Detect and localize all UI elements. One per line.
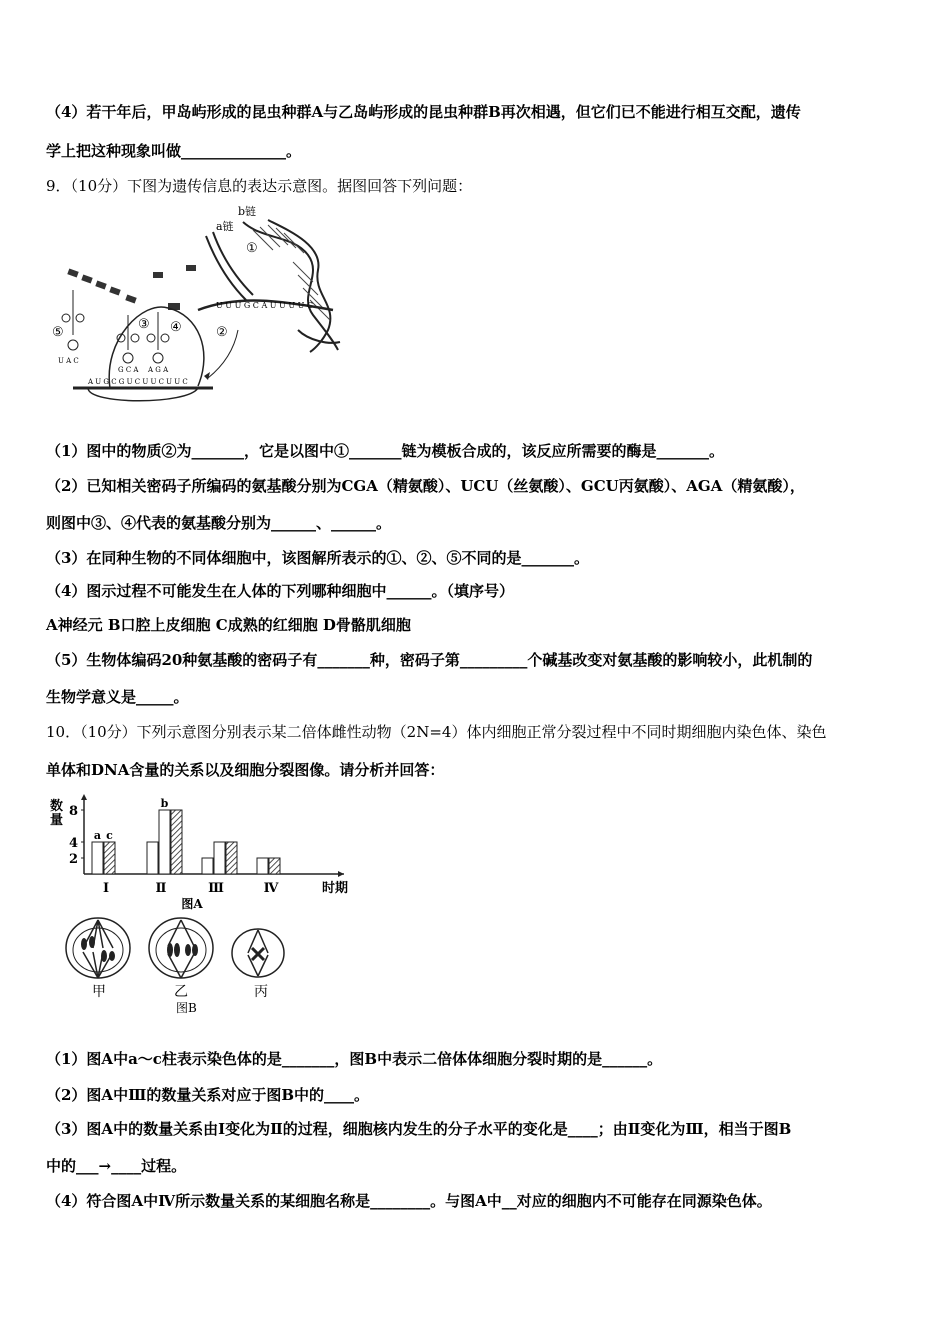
y-tick-label: 4 [68,836,78,851]
q10-header2: 单体和DNA含量的关系以及细胞分裂图像。请分析并回答： [46,761,445,779]
q10-p2: （2）图A中Ⅲ的数量关系对应于图B中的____。 [46,1086,370,1104]
q9-options: A神经元 B口腔上皮细胞 C成熟的红细胞 D骨骼肌细胞 [46,616,411,634]
mrna-sequence: A U G C G U C U U C U U C [88,378,188,386]
q9-p1: （1）图中的物质②为_______，它是以图中①_______链为模板合成的，该反应所需要的酶是_______。 [46,442,724,460]
bar-b-2 [159,810,170,874]
x-tick-label: Ⅱ [155,881,167,896]
chart-bars [92,810,280,874]
cell-label-yi: 乙 [174,984,188,1000]
y-tick-label: 8 [68,804,78,819]
bar-label-c: c [106,829,113,842]
label-3: ③ [138,317,150,332]
bar-a-4 [257,858,268,874]
b-chain-label: b链 [238,205,257,218]
bar-label-b: b [160,797,169,810]
q9-p5a: （5）生物体编码20种氨基酸的密码子有_______种，密码子第_________个碱基改变对氨基酸的影响较小，此机制的 [46,651,813,669]
cell-yi [149,918,213,978]
x-tick-label: Ⅲ [208,881,224,896]
q10-p1: （1）图A中a～c柱表示染色体的是_______，图B中表示二倍体体细胞分裂时期的是______。 [46,1050,663,1068]
figure-a-chart [48,790,358,910]
label-1: ① [246,241,258,256]
label-5: ⑤ [52,325,64,340]
q9-p5b: 生物学意义是_____。 [46,688,189,706]
chart-title: 图A [181,897,203,910]
bar-c-4 [269,858,280,874]
figure-b [48,908,308,1016]
q9-header: 9．（10分）下图为遗传信息的表达示意图。据图回答下列问题： [46,177,473,195]
x-axis-arrow [338,871,344,877]
cell-jia [66,918,130,978]
anticodon-gca: G C A [118,366,139,374]
gene-expression-figure [48,200,348,410]
q8-part4-line1: （4）若干年后，甲岛屿形成的昆虫种群A与乙岛屿形成的昆虫种群B再次相遇，但它们已不能进行相互交配，遗传 [46,103,801,121]
q10-header1: 10．（10分）下列示意图分别表示某二倍体雌性动物（2N=4）体内细胞正常分裂过程中不同时期细胞内染色体、染色 [46,723,827,741]
y-axis-label-char2: 量 [50,813,64,828]
peptide-chain [67,265,196,310]
q9-p3: （3）在同种生物的不同体细胞中，该图解所表示的①、②、⑤不同的是_______。 [46,549,589,567]
bar-label-a: a [93,829,102,842]
bar-a-2 [147,842,158,874]
anticodon-uac: U A C [58,357,79,365]
label-2: ② [216,325,228,340]
dna-sequence: U U U G C A U U U U C [216,301,314,310]
x-tick-label: Ⅰ [102,881,110,896]
anticodon-aga: A G A [148,366,169,374]
trna-5 [62,290,84,350]
q10-p4: （4）符合图A中Ⅳ所示数量关系的某细胞名称是________。与图A中__对应的细胞内不可能存在同源染色体。 [46,1192,772,1210]
chromosomes-bing [252,948,264,960]
q8-part4-line2: 学上把这种现象叫做______________。 [46,142,302,160]
q9-p2a: （2）已知相关密码子所编码的氨基酸分别为CGA（精氨酸）、UCU（丝氨酸）、GCU丙氨酸）、AGA（精氨酸）， [46,477,805,495]
q9-p4: （4）图示过程不可能发生在人体的下列哪种细胞中______。（填序号） [46,582,514,600]
q10-p3b: 中的___→____过程。 [46,1157,187,1175]
trna-3 [117,315,139,363]
q9-p2b: 则图中③、④代表的氨基酸分别为______、______。 [46,514,392,532]
y-axis-label-char1: 数 [50,799,64,814]
bar-c-1 [104,842,115,874]
bar-c-2 [171,810,182,874]
y-axis-arrow [81,794,87,800]
bar-a-3 [202,858,213,874]
ribosome-large [109,307,204,388]
q10-p3a: （3）图A中的数量关系由Ⅰ变化为Ⅱ的过程，细胞核内发生的分子水平的变化是____；由Ⅱ变化为Ⅲ，相当于图B [46,1120,792,1138]
ribosome-small [88,388,198,401]
x-axis-label: 时期 [322,881,349,896]
bar-c-3 [226,842,237,874]
chromosomes-yi [167,943,198,957]
a-chain-label: a链 [216,220,234,233]
label-4: ④ [170,320,182,335]
cell-label-jia: 甲 [92,984,106,1000]
figure-b-caption: 图B [176,1001,197,1015]
x-tick-label: Ⅳ [263,881,279,896]
bar-a-1 [92,842,103,874]
trna-4 [147,312,169,363]
cell-label-bing: 丙 [254,984,268,1000]
bar-b-3 [214,842,225,874]
y-tick-label: 2 [68,852,78,867]
